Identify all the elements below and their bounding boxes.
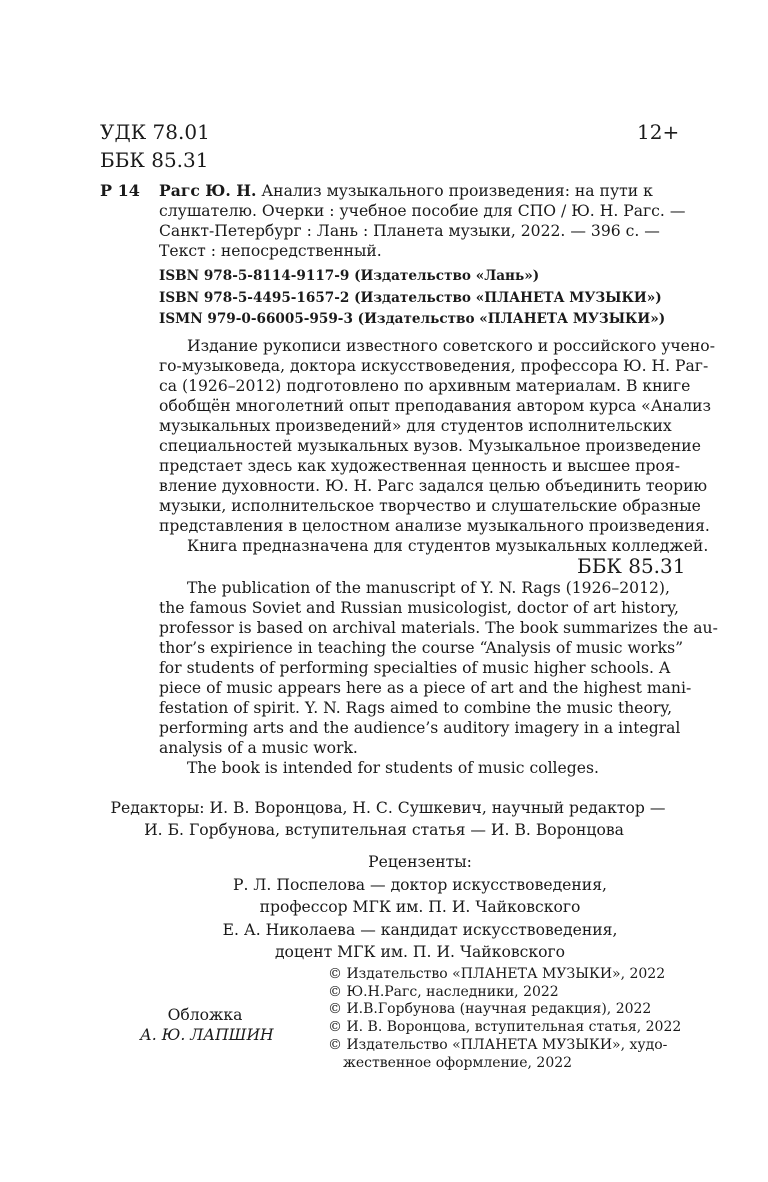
annotation-line: analysis of a music work. [159,739,358,757]
entry-line: слушателю. Очерки : учебное пособие для СПО / Ю. Н. Рагс. — [159,202,686,220]
annotation-line: са (1926–2012) подготовлено по архивным материалам. В книге [159,377,691,395]
bibliographic-entry [159,181,685,261]
annotation-line: предстает здесь как художественная ценность и высшее проя- [159,457,681,475]
isbn-line: ISBN 978-5-8114-9117-9 (Издательство «Лань») [159,268,540,284]
annotation-line: professor is based on archival materials. The book summarizes the au- [159,619,718,637]
annotation-line: вление духовности. Ю. Н. Рагс задался целью объединить теорию [159,477,708,495]
editors-line: Редакторы: И. В. Воронцова, Н. С. Сушкевич, научный редактор — [110,799,666,817]
entry-title: Анализ музыкального произведения: на пути к [256,182,653,200]
reviewer-line: доцент МГК им. П. И. Чайковского [274,943,566,961]
isbn-line: ISMN 979-0-66005-959-3 (Издательство «ПЛАНЕТА МУЗЫКИ») [159,311,666,327]
annotation-line: музыки, исполнительское творчество и слушательские образные [159,497,701,515]
cover-label: Обложка [167,1006,243,1024]
annotation-line: for students of performing specialties of music higher schools. A [159,659,671,677]
copyright-line: © Издательство «ПЛАНЕТА МУЗЫКИ», 2022 [328,966,666,982]
copyright-line: © И. В. Воронцова, вступительная статья, 2022 [328,1019,682,1036]
annotation-line: обобщён многолетний опыт преподавания автором курса «Анализ [159,397,711,415]
annotation-line: специальностей музыкальных вузов. Музыкальное произведение [159,437,701,455]
isbn-block [159,266,665,331]
annotation-line: Издание рукописи известного советского и российского учено- [187,337,715,355]
bbk-code-top: ББК 85.31 [100,148,209,172]
isbn-line: ISBN 978-5-4495-1657-2 (Издательство «ПЛАНЕТА МУЗЫКИ») [159,289,662,306]
annotation-line: thor’s expirience in teaching the course “Analysis of music works” [159,639,684,657]
annotation-line: performing arts and the audience’s auditory imagery in a integral [159,719,681,737]
entry-line: Текст : непосредственный. [159,242,382,260]
annotation-line: the famous Soviet and Russian musicologist, doctor of art history, [159,599,679,617]
copyright-line: жественное оформление, 2022 [343,1054,573,1071]
copyright-line: © Издательство «ПЛАНЕТА МУЗЫКИ», худо- [328,1036,668,1053]
annotation-line: музыкальных произведений» для студентов исполнительских [159,417,672,435]
entry-line: Санкт-Петербург : Лань : Планета музыки, 2022. — 396 с. — [159,222,660,240]
copyright-block [328,966,681,1072]
annotation-line: го-музыковеда, доктора искусствоведения, профессора Ю. Н. Раг- [159,357,709,375]
reviewer-line: Р. Л. Поспелова — доктор искусствоведения, [233,875,607,894]
annotation-line: The publication of the manuscript of Y. N. Rags (1926–2012), [187,579,670,597]
cover-artist: А. Ю. ЛАПШИН [140,1026,274,1044]
reviewer-line: профессор МГК им. П. И. Чайковского [259,898,581,916]
cover-credit [140,1005,274,1045]
entry-author: Рагс Ю. Н. [159,181,257,200]
author-mark: Р 14 [100,181,140,200]
annotation-english [159,578,718,778]
annotation-line: festation of spirit. Y. N. Rags aimed to combine the music theory, [159,699,673,717]
editors-block [0,797,768,841]
copyright-line: © Ю.Н.Рагс, наследники, 2022 [328,983,559,1000]
annotation-line: Книга предназначена для студентов музыкальных колледжей. [187,537,709,555]
udk-code: УДК 78.01 [100,120,210,144]
copyright-line: © И.В.Горбунова (научная редакция), 2022 [328,1001,652,1018]
reviewers-heading: Рецензенты: [368,853,472,871]
reviewers-block [160,851,680,964]
annotation-line: piece of music appears here as a piece of art and the highest mani- [159,679,692,697]
age-rating: 12+ [637,120,680,144]
bbk-code-mid: ББК 85.31 [577,554,686,578]
editors-line: И. Б. Горбунова, вступительная статья — И. В. Воронцова [144,821,624,839]
annotation-russian [159,336,715,556]
annotation-line: представления в целостном анализе музыкального произведения. [159,517,710,535]
annotation-line: The book is intended for students of music colleges. [187,759,599,777]
reviewer-line: Е. А. Николаева — кандидат искусствоведения, [222,920,618,939]
